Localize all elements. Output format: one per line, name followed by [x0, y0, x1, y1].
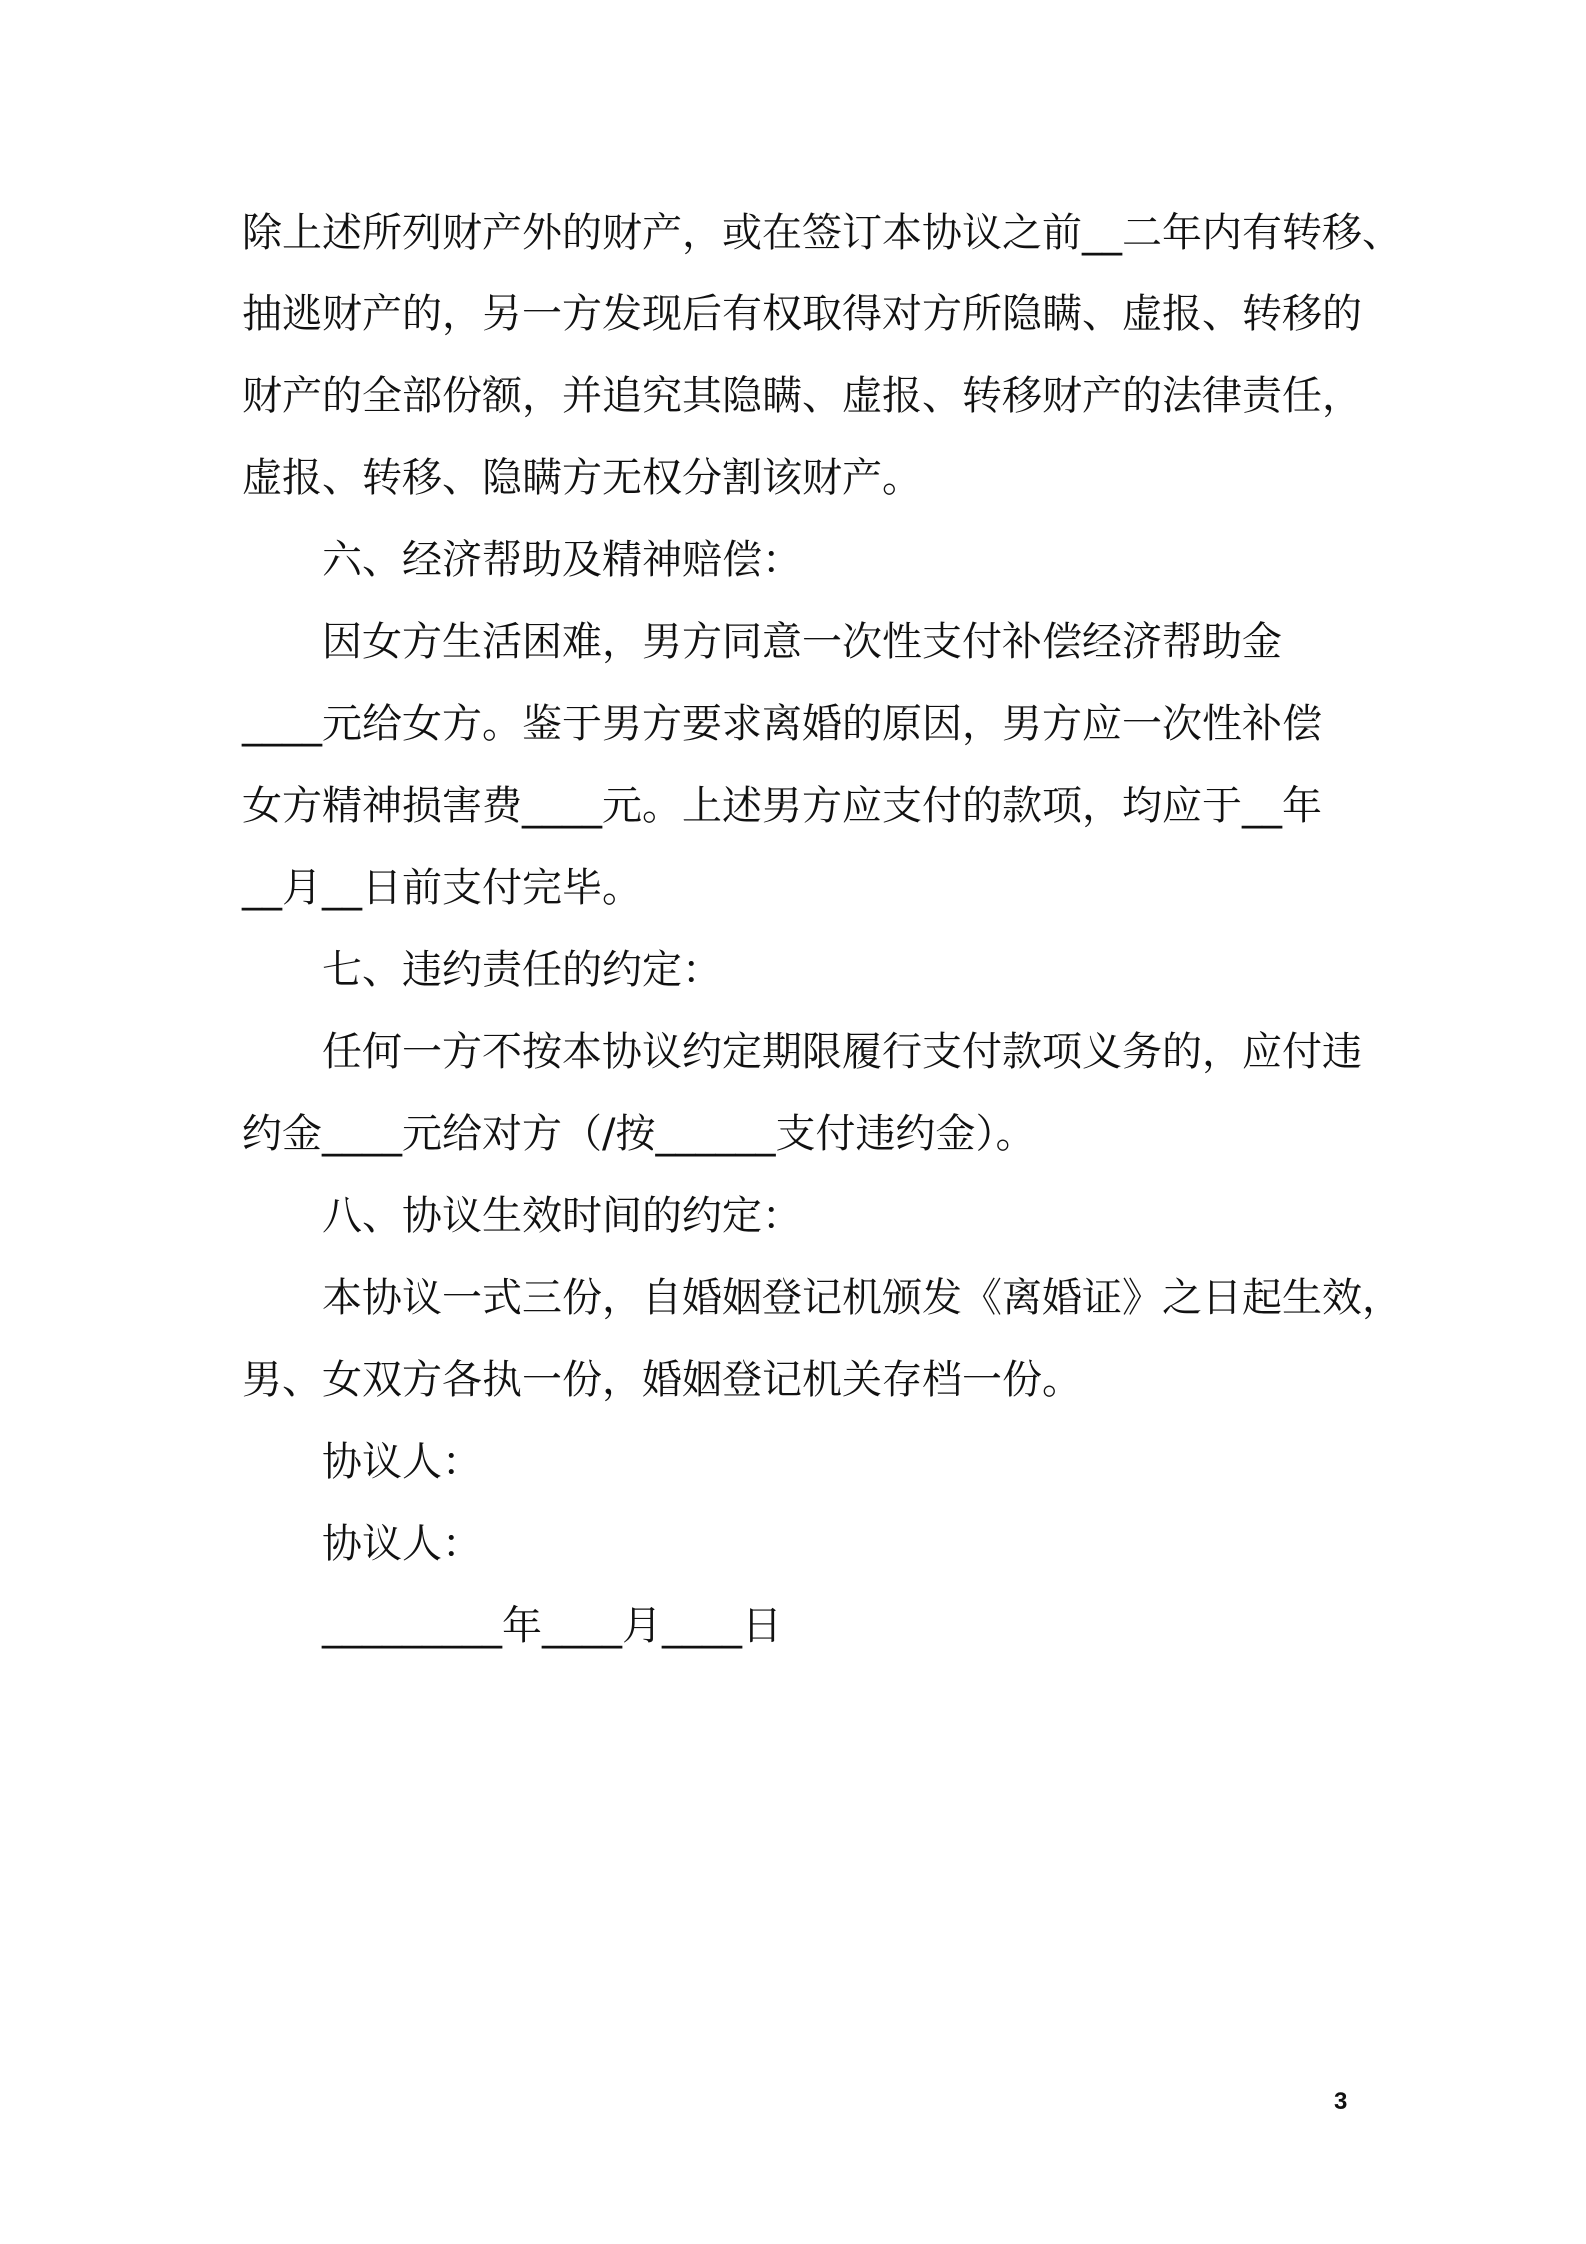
page-number: 3 — [1334, 2088, 1348, 2115]
signatory-label: 协议人： — [322, 1521, 482, 1567]
paragraph-line: ____元给女方。鉴于男方要求离婚的原因，男方应一次性补偿 — [242, 701, 1322, 747]
signatory-label: 协议人： — [322, 1439, 482, 1485]
paragraph-line: 虚报、转移、隐瞒方无权分割该财产。 — [242, 455, 922, 501]
paragraph-line: 因女方生活困难，男方同意一次性支付补偿经济帮助金 — [322, 619, 1282, 665]
section-heading: 八、协议生效时间的约定： — [322, 1193, 802, 1239]
paragraph-line: 财产的全部份额，并追究其隐瞒、虚报、转移财产的法律责任， — [242, 373, 1362, 419]
paragraph-line: 女方精神损害费____元。上述男方应支付的款项，均应于__年 — [242, 783, 1322, 829]
section-heading: 六、经济帮助及精神赔偿： — [322, 537, 802, 583]
date-line: _________年____月____日 — [322, 1603, 782, 1649]
paragraph-line: 任何一方不按本协议约定期限履行支付款项义务的，应付违 — [322, 1029, 1362, 1075]
paragraph-line: 抽逃财产的，另一方发现后有权取得对方所隐瞒、虚报、转移的 — [242, 291, 1362, 337]
paragraph-line: 男、女双方各执一份，婚姻登记机关存档一份。 — [242, 1357, 1082, 1403]
paragraph-line: __月__日前支付完毕。 — [242, 865, 642, 911]
paragraph-line: 约金____元给对方（/按______支付违约金）。 — [242, 1111, 1036, 1157]
paragraph-line: 本协议一式三份，自婚姻登记机颁发《离婚证》之日起生效， — [322, 1275, 1402, 1321]
paragraph-line: 除上述所列财产外的财产，或在签订本协议之前__二年内有转移、 — [242, 210, 1402, 256]
section-heading: 七、违约责任的约定： — [322, 947, 722, 993]
